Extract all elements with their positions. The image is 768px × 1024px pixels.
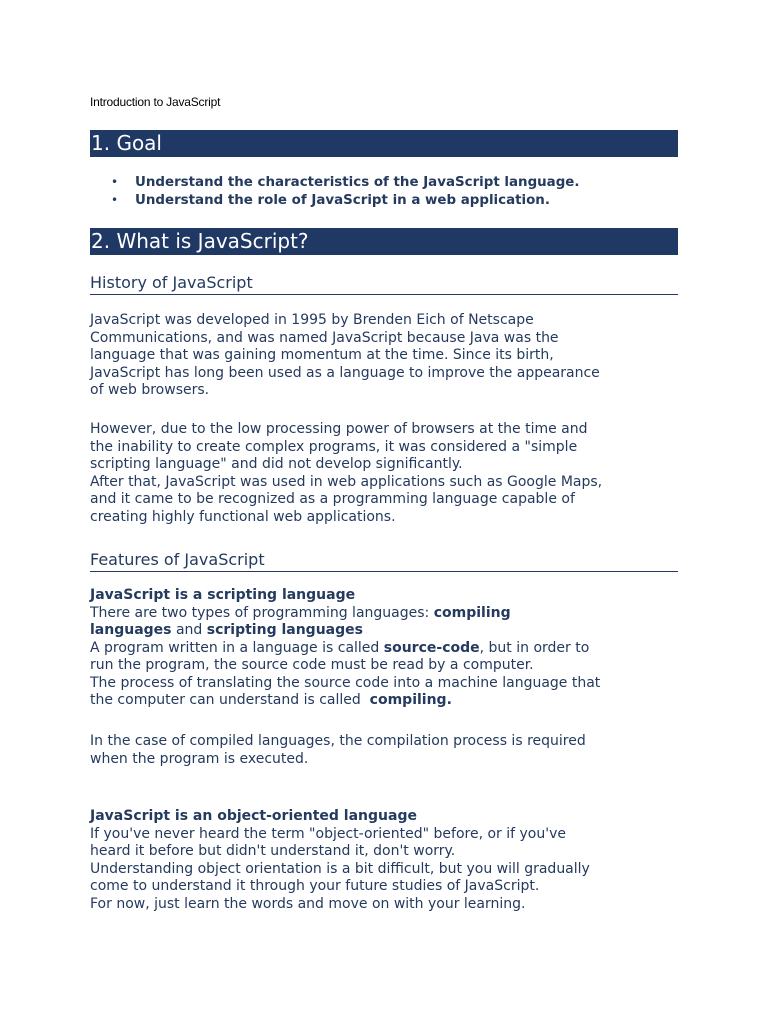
text-line: If you've never heard the term "object-oriented" before, or if you've bbox=[90, 825, 566, 842]
text-line: heard it before but didn't understand it, don't worry. bbox=[90, 843, 456, 859]
history-heading: History of JavaScript bbox=[90, 273, 678, 295]
text-line: Communications, and was named JavaScript because Java was the bbox=[90, 329, 559, 346]
text-line: A program written in a language is called source-code, but in order to bbox=[90, 639, 590, 656]
text-line: In the case of compiled languages, the compilation process is required bbox=[90, 733, 586, 749]
text-line: JavaScript has long been used as a language to improve the appearance bbox=[90, 364, 600, 381]
document-title: Introduction to JavaScript bbox=[90, 95, 221, 109]
section-goal-heading: 1. Goal bbox=[90, 130, 678, 157]
feature-title: JavaScript is an object-oriented language bbox=[90, 808, 417, 824]
text-line: languages and scripting languages bbox=[90, 622, 363, 638]
history-paragraph-2 bbox=[90, 421, 680, 526]
text-line: There are two types of programming languages: compiling bbox=[90, 604, 511, 621]
text-line: the computer can understand is called compiling. bbox=[90, 692, 452, 708]
features-heading: Features of JavaScript bbox=[90, 550, 678, 572]
text-line: come to understand it through your future studies of JavaScript. bbox=[90, 878, 540, 894]
text-line: language that was gaining momentum at the time. Since its birth, bbox=[90, 347, 554, 363]
text-line: For now, just learn the words and move on with your learning. bbox=[90, 895, 526, 912]
text-line: Understanding object orientation is a bit difficult, but you will gradually bbox=[90, 860, 590, 877]
feature-object-oriented bbox=[90, 808, 680, 913]
text-line: when the program is executed. bbox=[90, 750, 309, 767]
goal-item: • Understand the characteristics of the JavaScript language. bbox=[90, 174, 579, 192]
text-line: However, due to the low processing power of browsers at the time and bbox=[90, 421, 588, 437]
feature-scripting bbox=[90, 587, 680, 710]
text-line: creating highly functional web applications. bbox=[90, 508, 396, 525]
compiled-languages-paragraph bbox=[90, 733, 680, 768]
text-line: and it came to be recognized as a programming language capable of bbox=[90, 491, 575, 507]
text-line: the inability to create complex programs, it was considered a "simple bbox=[90, 438, 578, 455]
goal-item: • Understand the role of JavaScript in a web application. bbox=[90, 192, 579, 210]
text-line: scripting language" and did not develop significantly. bbox=[90, 456, 463, 472]
section-what-is-js-heading: 2. What is JavaScript? bbox=[90, 228, 678, 255]
text-line: JavaScript was developed in 1995 by Brenden Eich of Netscape bbox=[90, 312, 534, 328]
goal-list bbox=[90, 174, 579, 209]
feature-title: JavaScript is a scripting language bbox=[90, 587, 356, 603]
text-line: run the program, the source code must be read by a computer. bbox=[90, 657, 534, 673]
text-line: The process of translating the source code into a machine language that bbox=[90, 674, 601, 691]
text-line: After that, JavaScript was used in web applications such as Google Maps, bbox=[90, 473, 603, 490]
text-line: of web browsers. bbox=[90, 382, 210, 398]
history-paragraph-1 bbox=[90, 312, 680, 400]
